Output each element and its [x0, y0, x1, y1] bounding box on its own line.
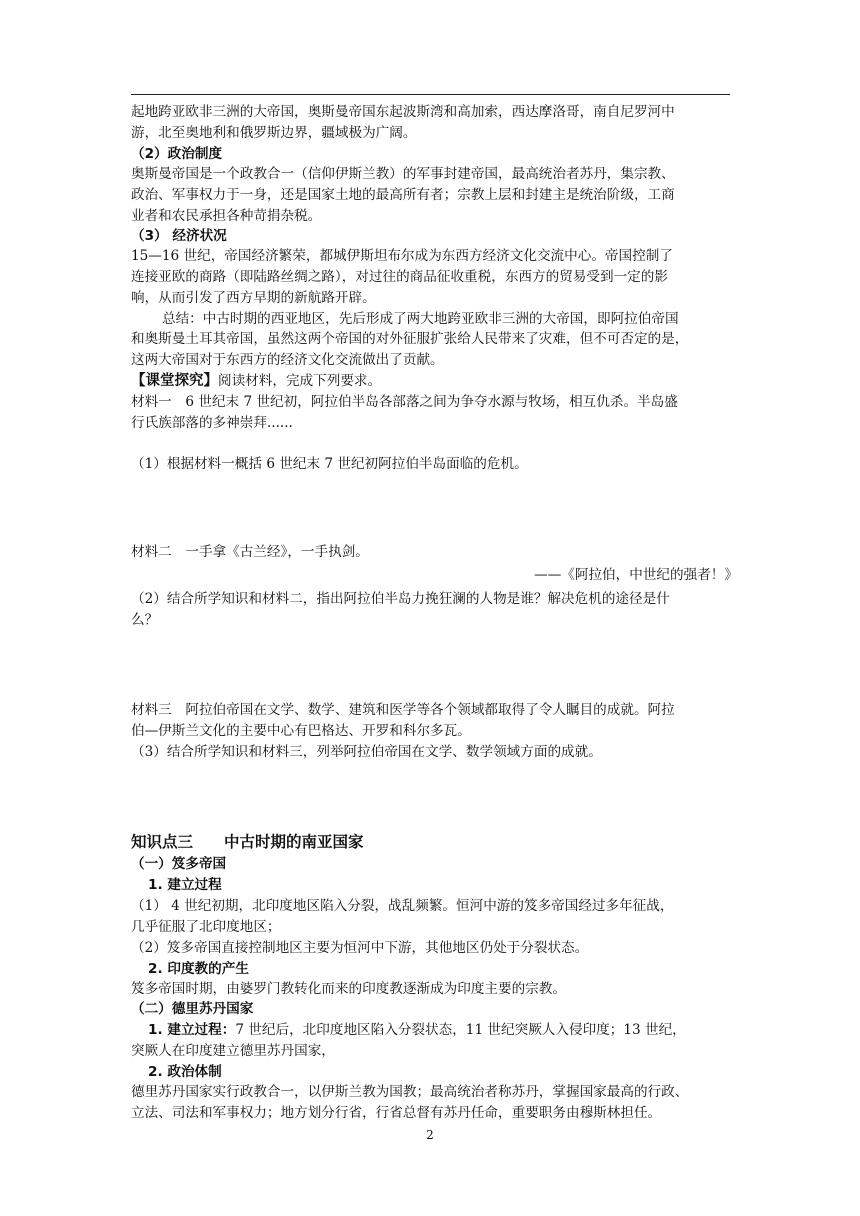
classroom-inquiry [131, 371, 381, 391]
numbered-heading: 2. 印度教的产生 [148, 961, 249, 977]
text-line: 伯—伊斯兰文化的主要中心有巴格达、开罗和科尔多瓦。 [131, 723, 471, 739]
text-line: 突厥人在印度建立德里苏丹国家， [131, 1043, 335, 1059]
section-heading: （2）政治制度 [131, 146, 223, 162]
numbered-heading: 1. 建立过程 [148, 877, 222, 893]
establishment-text: 7 世纪后，北印度地区陷入分裂状态，11 世纪突厥人入侵印度；13 世纪， [235, 1022, 686, 1038]
summary-line: 总结：中古时期的西亚地区，先后形成了两大地跨亚欧非三洲的大帝国，即阿拉伯帝国 [162, 311, 679, 327]
material-three: 材料三 阿拉伯帝国在文学、数学、建筑和医学等各个领域都取得了令人瞩目的成就。阿拉 [131, 702, 675, 718]
text-line: 笈多帝国时期，由婆罗门教转化而来的印度教逐渐成为印度主要的宗教。 [131, 981, 566, 997]
question-1: （1）根据材料一概括 6 世纪末 7 世纪初阿拉伯半岛面临的危机。 [131, 456, 528, 472]
text-line: 和奥斯曼土耳其帝国，虽然这两个帝国的对外征服扩张给人民带来了灾难，但不可否定的是， [131, 331, 689, 347]
text-line: 游，北至奥地利和俄罗斯边界，疆域极为广阔。 [131, 125, 417, 141]
question-2: （2）结合所学知识和材料二，指出阿拉伯半岛力挽狂澜的人物是谁？解决危机的途径是什 [131, 591, 670, 607]
text-line: 德里苏丹国家实行政教合一，以伊斯兰教为国教；最高统治者称苏丹，掌握国家最高的行政、 [131, 1084, 689, 1100]
material-two-source: ——《阿拉伯，中世纪的强者！》 [534, 567, 738, 583]
text-line: 奥斯曼帝国是一个政教合一（信仰伊斯兰教）的军事封建帝国，最高统治者苏丹，集宗教、 [131, 166, 675, 182]
header-rule [131, 94, 730, 95]
text-line: 响，从而引发了西方早期的新航路开辟。 [131, 290, 376, 306]
subsection-heading: （二）德里苏丹国家 [131, 1001, 254, 1017]
section-heading: （3） 经济状况 [131, 228, 227, 244]
text-line: 行氏族部落的多神崇拜...... [131, 415, 293, 431]
subsection-heading: （一）笈多帝国 [131, 856, 227, 872]
material-one: 材料一 6 世纪末 7 世纪初，阿拉伯半岛各部落之间为争夺水源与牧场，相互仇杀。半岛盛 [131, 394, 678, 410]
text-line: 起地跨亚欧非三洲的大帝国，奥斯曼帝国东起波斯湾和高加索，西达摩洛哥，南自尼罗河中 [131, 104, 675, 120]
establishment-line [148, 1020, 686, 1040]
text-line: （2）笈多帝国直接控制地区主要为恒河中下游，其他地区仍处于分裂状态。 [131, 940, 589, 956]
numbered-heading: 2. 政治体制 [148, 1064, 222, 1080]
text-line: 这两大帝国对于东西方的经济文化交流做出了贡献。 [131, 352, 444, 368]
text-line: 连接亚欧的商路（即陆路丝绸之路），对过往的商品征收重税，东西方的贸易受到一定的影 [131, 269, 668, 285]
page-number: 2 [426, 1128, 434, 1142]
text-line: 么？ [131, 612, 159, 628]
text-line: 立法、司法和军事权力；地方划分行省，行省总督有苏丹任命，重要职务由穆斯林担任。 [131, 1105, 662, 1121]
classroom-inquiry-text: 阅读材料，完成下列要求。 [218, 373, 382, 389]
text-line: 政治、军事权力于一身，还是国家土地的最高所有者；宗教上层和封建主是统治阶级，工商 [131, 187, 675, 203]
establishment-label: 1. 建立过程： [148, 1022, 236, 1038]
text-line: 业者和农民承担各种苛捐杂税。 [131, 208, 322, 224]
text-line: （1） 4 世纪初期，北印度地区陷入分裂，战乱频繁。恒河中游的笈多帝国经过多年征战， [131, 898, 674, 914]
text-line: 15—16 世纪，帝国经济繁荣，都城伊斯坦布尔成为东西方经济文化交流中心。帝国控制了 [131, 248, 673, 264]
material-two: 材料二 一手拿《古兰经》，一手执剑。 [131, 544, 369, 560]
text-line: 几乎征服了北印度地区； [131, 919, 281, 935]
question-3: （3）结合所学知识和材料三，列举阿拉伯帝国在文学、数学领域方面的成就。 [131, 744, 602, 760]
classroom-inquiry-label: 【课堂探究】 [131, 373, 218, 389]
knowledge-point-heading: 知识点三 中古时期的南亚国家 [131, 833, 364, 851]
